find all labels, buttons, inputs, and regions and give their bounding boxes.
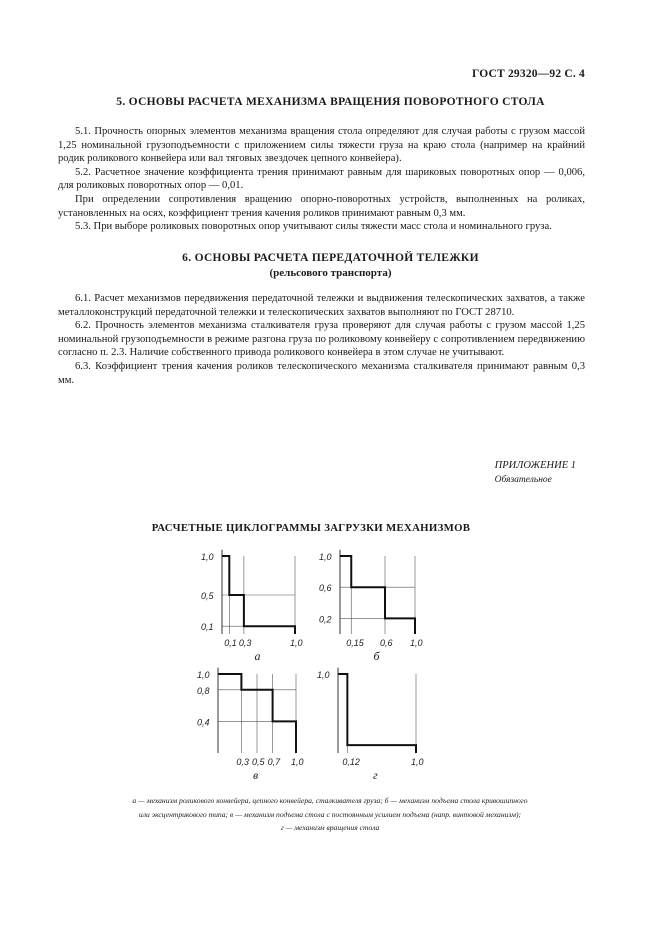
panel-3-load-curve [338,674,416,753]
section-6-title: 6. ОСНОВЫ РАСЧЕТА ПЕРЕДАТОЧНОЙ ТЕЛЕЖКИ [182,252,479,264]
paragraph-5-2: 5.2. Расчетное значение коэффициента трения принимают равным для шариковых поворотных опор — 0,006, для роликовых поворотных опор — 0,01. [58,166,585,192]
panel-1-xtick-label: 1,0 [410,638,423,648]
panel-0-xtick-label: 0,1 [224,638,237,648]
panel-2-xtick-label: 0,7 [267,757,281,767]
paragraph-6-2: 6.2. Прочность элементов механизма сталкивателя груза проверяют для случая работы с грузом массой 1,25 номинальной грузоподъемности в режиме разгона груза по роликовому конвейеру с сопротивлением передвижению согласно п. 2.3. Наличие собственного привода роликового конвейера в этом случае не учитывают. [58,320,585,359]
panel-0-xtick-label: 0,3 [238,638,252,648]
panel-0-letter: а [254,649,261,663]
caption-line-2: или эксцентрикового типа; в — механизм подъема стола с постоянным усилием подъема (напр. винтовой механизм); [138,809,522,819]
panel-1-ytick-label: 0,6 [319,583,332,594]
document-reference: ГОСТ 29320—92 С. 4 [472,68,585,80]
panel-0-ytick-label: 1,0 [201,552,214,562]
panel-1-ytick-label: 1,0 [319,552,332,562]
panel-1-letter: б [373,649,380,663]
panel-0-xtick-label: 1,0 [290,638,303,648]
panel-2-xtick-label: 0,5 [252,757,265,767]
appendix-status: Обязательное [494,475,552,485]
panel-2-ytick-label: 0,8 [197,685,210,696]
paragraph-5-3: 5.3. При выборе роликовых поворотных опор учитывают силы тяжести масс стола и номинального груза. [75,221,552,233]
panel-3-xtick-label: 0,12 [342,757,360,767]
panel-0-ytick-label: 0,1 [201,622,214,633]
panel-0-ytick-label: 0,5 [201,591,214,601]
caption-line-3: г — механизм вращения стола [280,823,380,832]
panel-2-ytick-label: 0,4 [197,717,210,728]
figures-caption [40,794,620,835]
panel-3-ytick-label: 1,0 [317,670,330,680]
paragraph-6-1: 6.1. Расчет механизмов передвижения передаточной тележки и выдвижения телескопических захватов, а также металлоконструкций передаточной тележки и телескопических захватов выполняют по ГОСТ 28710. [58,293,585,318]
section-5-title: 5. ОСНОВЫ РАСЧЕТА МЕХАНИЗМА ВРАЩЕНИЯ ПОВОРОТНОГО СТОЛА [116,96,545,108]
panel-2-xtick-label: 0,3 [236,757,249,767]
paragraph-5-1: 5.1. Прочность опорных элементов механизма вращения стола определяют для случая работы с грузом массой 1,25 номинальной грузоподъемности с приложением силы тяжести груза на краю стола (например на крайний родик роликового конвейера или вал тяговых звездочек цепного конвейера). [58,126,585,165]
panel-2-letter: в [253,768,259,782]
appendix-number: ПРИЛОЖЕНИЕ 1 [494,460,576,471]
panel-1-xtick-label: 0,6 [380,638,393,648]
panel-1-ytick-label: 0,2 [319,614,332,625]
paragraph-5-2-cont: При определении сопротивления вращению опорно-поворотных устройств, выполненных на роликах, установленных на осях, коэффициент трения качения роликов принимают равным 0,3 мм. [58,193,585,219]
figures-title: РАСЧЕТНЫЕ ЦИКЛОГРАММЫ ЗАГРУЗКИ МЕХАНИЗМОВ [151,522,471,534]
panel-2-ytick-label: 1,0 [197,670,210,680]
paragraph-6-3: 6.3. Коэффициент трения качения роликов телескопического механизма сталкивателя принимают равным 0,3 мм. [58,360,585,386]
panel-1-xtick-label: 0,15 [346,638,364,648]
panel-3-xtick-label: 1,0 [411,757,424,767]
panel-3-letter: г [373,768,378,782]
caption-line-1: а — механизм роликового конвейера, цепного конвейера, сталкивателя груза; б — механизм подъема стола кривошипного [132,796,528,805]
section-6-subtitle: (рельсового транспорта) [269,267,392,279]
panel-2-xtick-label: 1,0 [291,757,304,767]
